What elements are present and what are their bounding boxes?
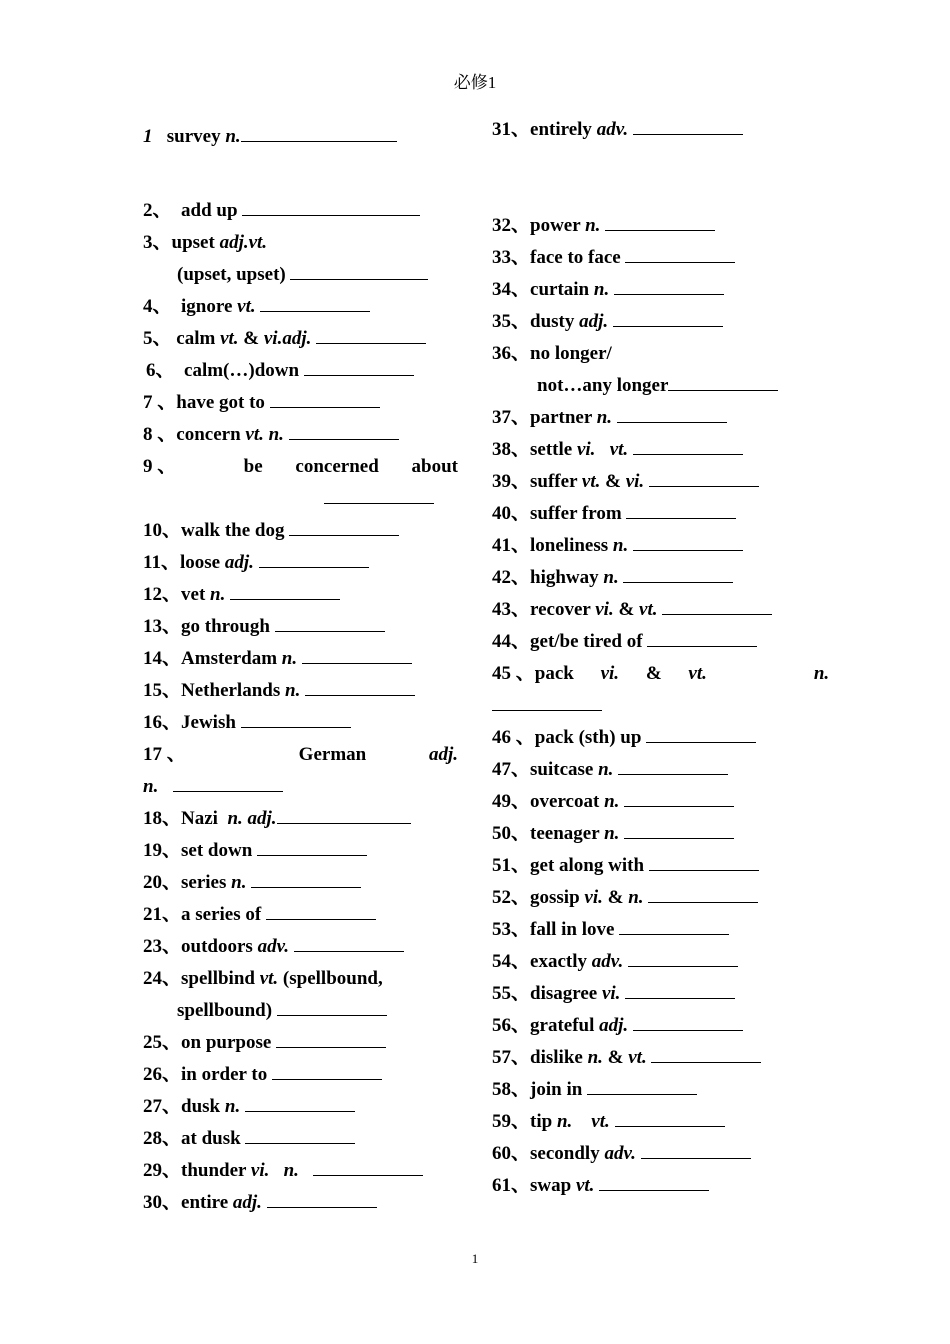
vocab-item-60	[492, 1142, 751, 1166]
item-term: in order to	[181, 1064, 268, 1085]
item-term: dusk n.	[181, 1096, 241, 1117]
answer-blank[interactable]	[625, 983, 735, 999]
vocab-item-8	[143, 423, 399, 447]
answer-blank[interactable]	[648, 887, 758, 903]
item-term: German adj.	[298, 744, 458, 765]
item-number: 34、	[492, 279, 531, 300]
vocab-item-38	[492, 438, 743, 462]
vocab-item-54	[492, 950, 738, 974]
vocab-item-45	[492, 662, 830, 686]
item-term: settle vi. vt.	[530, 439, 629, 460]
vocab-item-15	[143, 679, 415, 703]
item-term: entirely adv.	[530, 119, 629, 140]
vocab-item-36	[492, 342, 612, 366]
item-term: secondly adv.	[530, 1143, 636, 1164]
item-number: 50、	[492, 823, 531, 844]
answer-blank[interactable]	[618, 759, 728, 775]
answer-blank[interactable]	[305, 680, 415, 696]
item-term: loneliness n.	[530, 535, 629, 556]
item-term: no longer/	[530, 343, 612, 364]
answer-blank[interactable]	[587, 1079, 697, 1095]
item-number: 60、	[492, 1143, 531, 1164]
vocab-item-24-cont	[177, 999, 387, 1023]
answer-blank[interactable]	[626, 503, 736, 519]
item-number: 31、	[492, 119, 531, 140]
vocab-item-32	[492, 214, 715, 238]
item-term: gossip vi. & n.	[530, 887, 644, 908]
vocab-item-1	[143, 125, 397, 149]
answer-blank[interactable]	[619, 919, 729, 935]
item-term: be concerned about	[243, 456, 458, 477]
item-number: 3、	[143, 232, 172, 253]
item-number: 39、	[492, 471, 531, 492]
vocab-item-44	[492, 630, 757, 654]
answer-blank[interactable]	[646, 727, 756, 743]
item-term: loose adj.	[179, 552, 254, 573]
answer-blank[interactable]	[633, 535, 743, 551]
answer-blank[interactable]	[641, 1143, 751, 1159]
answer-blank[interactable]	[324, 488, 434, 504]
vocab-item-39	[492, 470, 759, 494]
answer-blank[interactable]	[245, 1096, 355, 1112]
item-number: 58、	[492, 1079, 531, 1100]
answer-blank[interactable]	[173, 776, 283, 792]
item-term: Nazi n. adj.	[181, 808, 277, 829]
answer-blank[interactable]	[492, 695, 602, 711]
vocab-item-23	[143, 935, 404, 959]
vocab-item-10	[143, 519, 399, 543]
item-number: 24、	[143, 968, 182, 989]
item-number: 6、	[146, 360, 175, 381]
vocab-item-50	[492, 822, 734, 846]
item-term: series n.	[181, 872, 247, 893]
item-term: face to face	[530, 247, 621, 268]
item-number: 41、	[492, 535, 531, 556]
item-number: 19、	[143, 840, 182, 861]
answer-blank[interactable]	[633, 119, 743, 135]
answer-blank[interactable]	[242, 200, 420, 216]
vocab-item-9-blank	[324, 487, 434, 511]
item-number: 11、	[143, 552, 180, 573]
vocab-item-11	[143, 551, 369, 575]
item-term: walk the dog	[181, 520, 285, 541]
item-term: pack vi. & vt. n.	[534, 663, 830, 684]
item-number: 20、	[143, 872, 182, 893]
item-term: dislike n. & vt.	[530, 1047, 647, 1068]
answer-blank[interactable]	[647, 631, 757, 647]
answer-blank[interactable]	[649, 471, 759, 487]
item-term: dusty adj.	[530, 311, 609, 332]
item-term: spellbound)	[177, 1000, 273, 1021]
vocab-item-3	[143, 231, 267, 255]
vocab-item-58	[492, 1078, 697, 1102]
item-number: 17 、	[143, 744, 186, 765]
vocab-item-40	[492, 502, 736, 526]
item-number: 15、	[143, 680, 182, 701]
vocab-item-16	[143, 711, 351, 735]
item-number: 7 、	[143, 392, 177, 413]
vocab-item-21	[143, 903, 376, 927]
item-term: grateful adj.	[530, 1015, 629, 1036]
item-term: survey n.	[166, 126, 241, 147]
vocab-item-45-blank	[492, 694, 602, 718]
vocab-item-13	[143, 615, 385, 639]
vocab-item-20	[143, 871, 361, 895]
item-term: fall in love	[530, 919, 615, 940]
answer-blank[interactable]	[257, 840, 367, 856]
item-number: 38、	[492, 439, 531, 460]
answer-blank[interactable]	[628, 951, 738, 967]
vocab-item-36-cont	[537, 374, 778, 398]
item-term: not…any longer	[537, 375, 669, 396]
vocab-item-55	[492, 982, 735, 1006]
item-term: pack (sth) up	[534, 727, 642, 748]
vocab-item-19	[143, 839, 367, 863]
vocab-item-43	[492, 598, 772, 622]
item-term: tip n. vt.	[530, 1111, 610, 1132]
item-term: swap vt.	[530, 1175, 595, 1196]
vocab-item-14	[143, 647, 412, 671]
answer-blank[interactable]	[651, 1047, 761, 1063]
vocab-item-7	[143, 391, 380, 415]
item-term: exactly adv.	[530, 951, 624, 972]
item-term: entire adj.	[181, 1192, 262, 1213]
item-number: 46 、	[492, 727, 535, 748]
item-term: suffer from	[530, 503, 622, 524]
item-term: join in	[530, 1079, 583, 1100]
vocab-item-28	[143, 1127, 355, 1151]
answer-blank[interactable]	[245, 1128, 355, 1144]
answer-blank[interactable]	[289, 520, 399, 536]
item-term: Jewish	[181, 712, 236, 733]
answer-blank[interactable]	[277, 1000, 387, 1016]
answer-blank[interactable]	[313, 1160, 423, 1176]
item-term: go through	[181, 616, 270, 637]
item-term: concern vt. n.	[176, 424, 284, 445]
item-number: 40、	[492, 503, 531, 524]
item-number: 5、	[143, 328, 172, 349]
item-term: Netherlands n.	[181, 680, 301, 701]
item-number: 32、	[492, 215, 531, 236]
item-number: 10、	[143, 520, 182, 541]
answer-blank[interactable]	[270, 392, 380, 408]
item-number: 4、	[143, 296, 172, 317]
vocab-item-46	[492, 726, 756, 750]
vocab-item-57	[492, 1046, 761, 1070]
item-number: 12、	[143, 584, 182, 605]
item-term: disagree vi.	[530, 983, 621, 1004]
item-number: 43、	[492, 599, 531, 620]
vocab-item-30	[143, 1191, 377, 1215]
item-term: vet n.	[181, 584, 226, 605]
vocab-item-35	[492, 310, 723, 334]
item-term: ignore vt.	[181, 296, 256, 317]
answer-blank[interactable]	[259, 552, 369, 568]
item-number: 13、	[143, 616, 182, 637]
item-number: 9 、	[143, 456, 177, 477]
item-number: 8 、	[143, 424, 177, 445]
item-number: 55、	[492, 983, 531, 1004]
item-term: on purpose	[181, 1032, 272, 1053]
item-term: curtain n.	[530, 279, 610, 300]
item-number: 47、	[492, 759, 531, 780]
item-term: have got to	[176, 392, 265, 413]
item-term: upset adj.vt.	[171, 232, 268, 253]
item-number: 51、	[492, 855, 531, 876]
vocab-item-3-cont	[177, 263, 428, 287]
item-term: (upset, upset)	[177, 264, 286, 285]
page-header: 必修1	[453, 73, 497, 92]
item-number: 23、	[143, 936, 182, 957]
item-number: 28、	[143, 1128, 182, 1149]
item-term: power n.	[530, 215, 601, 236]
vocab-item-53	[492, 918, 729, 942]
item-number: 44、	[492, 631, 531, 652]
answer-blank[interactable]	[251, 872, 361, 888]
answer-blank[interactable]	[260, 296, 370, 312]
vocab-item-12	[143, 583, 340, 607]
item-number: 54、	[492, 951, 531, 972]
vocab-item-27	[143, 1095, 355, 1119]
item-number: 56、	[492, 1015, 531, 1036]
item-number: 2、	[143, 200, 172, 221]
item-term: Amsterdam n.	[181, 648, 298, 669]
vocab-item-2	[143, 199, 420, 223]
item-term: get/be tired of	[530, 631, 643, 652]
vocab-item-59	[492, 1110, 725, 1134]
answer-blank[interactable]	[624, 791, 734, 807]
answer-blank[interactable]	[599, 1175, 709, 1191]
item-number: 61、	[492, 1175, 531, 1196]
item-term: calm(…)down	[184, 360, 300, 381]
vocab-item-18	[143, 807, 411, 831]
item-term: set down	[181, 840, 253, 861]
item-number: 30、	[143, 1192, 182, 1213]
vocab-item-41	[492, 534, 743, 558]
answer-blank[interactable]	[294, 936, 404, 952]
item-number: 57、	[492, 1047, 531, 1068]
item-number: 18、	[143, 808, 182, 829]
vocab-item-52	[492, 886, 758, 910]
item-term: n.	[143, 776, 159, 797]
item-term: get along with	[530, 855, 645, 876]
answer-blank[interactable]	[290, 264, 428, 280]
vocab-item-5	[143, 327, 426, 351]
item-number: 59、	[492, 1111, 531, 1132]
answer-blank[interactable]	[272, 1064, 382, 1080]
item-term: a series of	[181, 904, 262, 925]
answer-blank[interactable]	[266, 904, 376, 920]
answer-blank[interactable]	[277, 808, 411, 824]
item-term: teenager n.	[530, 823, 620, 844]
item-number: 52、	[492, 887, 531, 908]
item-number: 35、	[492, 311, 531, 332]
answer-blank[interactable]	[649, 855, 759, 871]
item-number: 29、	[143, 1160, 182, 1181]
vocab-item-42	[492, 566, 733, 590]
item-term: suffer vt. & vi.	[530, 471, 645, 492]
item-number: 33、	[492, 247, 531, 268]
answer-blank[interactable]	[617, 407, 727, 423]
item-term: add up	[181, 200, 238, 221]
vocab-item-47	[492, 758, 728, 782]
vocab-item-25	[143, 1031, 386, 1055]
answer-blank[interactable]	[624, 823, 734, 839]
vocab-item-37	[492, 406, 727, 430]
answer-blank[interactable]	[625, 247, 735, 263]
vocab-item-51	[492, 854, 759, 878]
answer-blank[interactable]	[623, 567, 733, 583]
answer-blank[interactable]	[633, 1015, 743, 1031]
answer-blank[interactable]	[316, 328, 426, 344]
answer-blank[interactable]	[615, 1111, 725, 1127]
item-term: recover vi. & vt.	[530, 599, 658, 620]
item-number: 49、	[492, 791, 531, 812]
item-number: 45 、	[492, 663, 535, 684]
vocab-item-61	[492, 1174, 709, 1198]
answer-blank[interactable]	[614, 279, 724, 295]
item-number: 14、	[143, 648, 182, 669]
item-number: 25、	[143, 1032, 182, 1053]
item-term: outdoors adv.	[181, 936, 290, 957]
item-term: thunder vi. n.	[181, 1160, 299, 1181]
answer-blank[interactable]	[304, 360, 414, 376]
vocab-item-26	[143, 1063, 382, 1087]
vocab-item-33	[492, 246, 735, 270]
item-number: 26、	[143, 1064, 182, 1085]
vocab-item-56	[492, 1014, 743, 1038]
answer-blank[interactable]	[267, 1192, 377, 1208]
vocab-item-17	[143, 743, 458, 767]
item-term: overcoat n.	[530, 791, 620, 812]
item-number: 53、	[492, 919, 531, 940]
vocab-item-4	[143, 295, 370, 319]
answer-blank[interactable]	[633, 439, 743, 455]
item-term: at dusk	[181, 1128, 241, 1149]
answer-blank[interactable]	[241, 126, 397, 142]
answer-blank[interactable]	[230, 584, 340, 600]
vocab-item-24	[143, 967, 383, 991]
item-number: 1	[143, 126, 153, 147]
item-number: 37、	[492, 407, 531, 428]
item-number: 42、	[492, 567, 531, 588]
vocab-item-17-cont	[143, 775, 283, 799]
item-term: suitcase n.	[530, 759, 614, 780]
answer-blank[interactable]	[241, 712, 351, 728]
item-term: calm vt. & vi.adj.	[176, 328, 312, 349]
item-term: highway n.	[530, 567, 619, 588]
vocab-item-31	[492, 118, 743, 142]
item-term: partner n.	[530, 407, 613, 428]
answer-blank[interactable]	[302, 648, 412, 664]
answer-blank[interactable]	[662, 599, 772, 615]
item-number: 16、	[143, 712, 182, 733]
page-number: 1	[471, 1251, 479, 1266]
vocab-item-29	[143, 1159, 423, 1183]
item-number: 27、	[143, 1096, 182, 1117]
item-number: 21、	[143, 904, 182, 925]
answer-blank[interactable]	[275, 616, 385, 632]
vocab-item-49	[492, 790, 734, 814]
vocab-item-9	[143, 455, 458, 479]
answer-blank[interactable]	[668, 375, 778, 391]
answer-blank[interactable]	[613, 311, 723, 327]
answer-blank[interactable]	[605, 215, 715, 231]
answer-blank[interactable]	[289, 424, 399, 440]
answer-blank[interactable]	[276, 1032, 386, 1048]
vocab-item-6	[146, 359, 414, 383]
item-number: 36、	[492, 343, 531, 364]
item-term: spellbind vt. (spellbound,	[181, 968, 383, 989]
vocab-item-34	[492, 278, 724, 302]
